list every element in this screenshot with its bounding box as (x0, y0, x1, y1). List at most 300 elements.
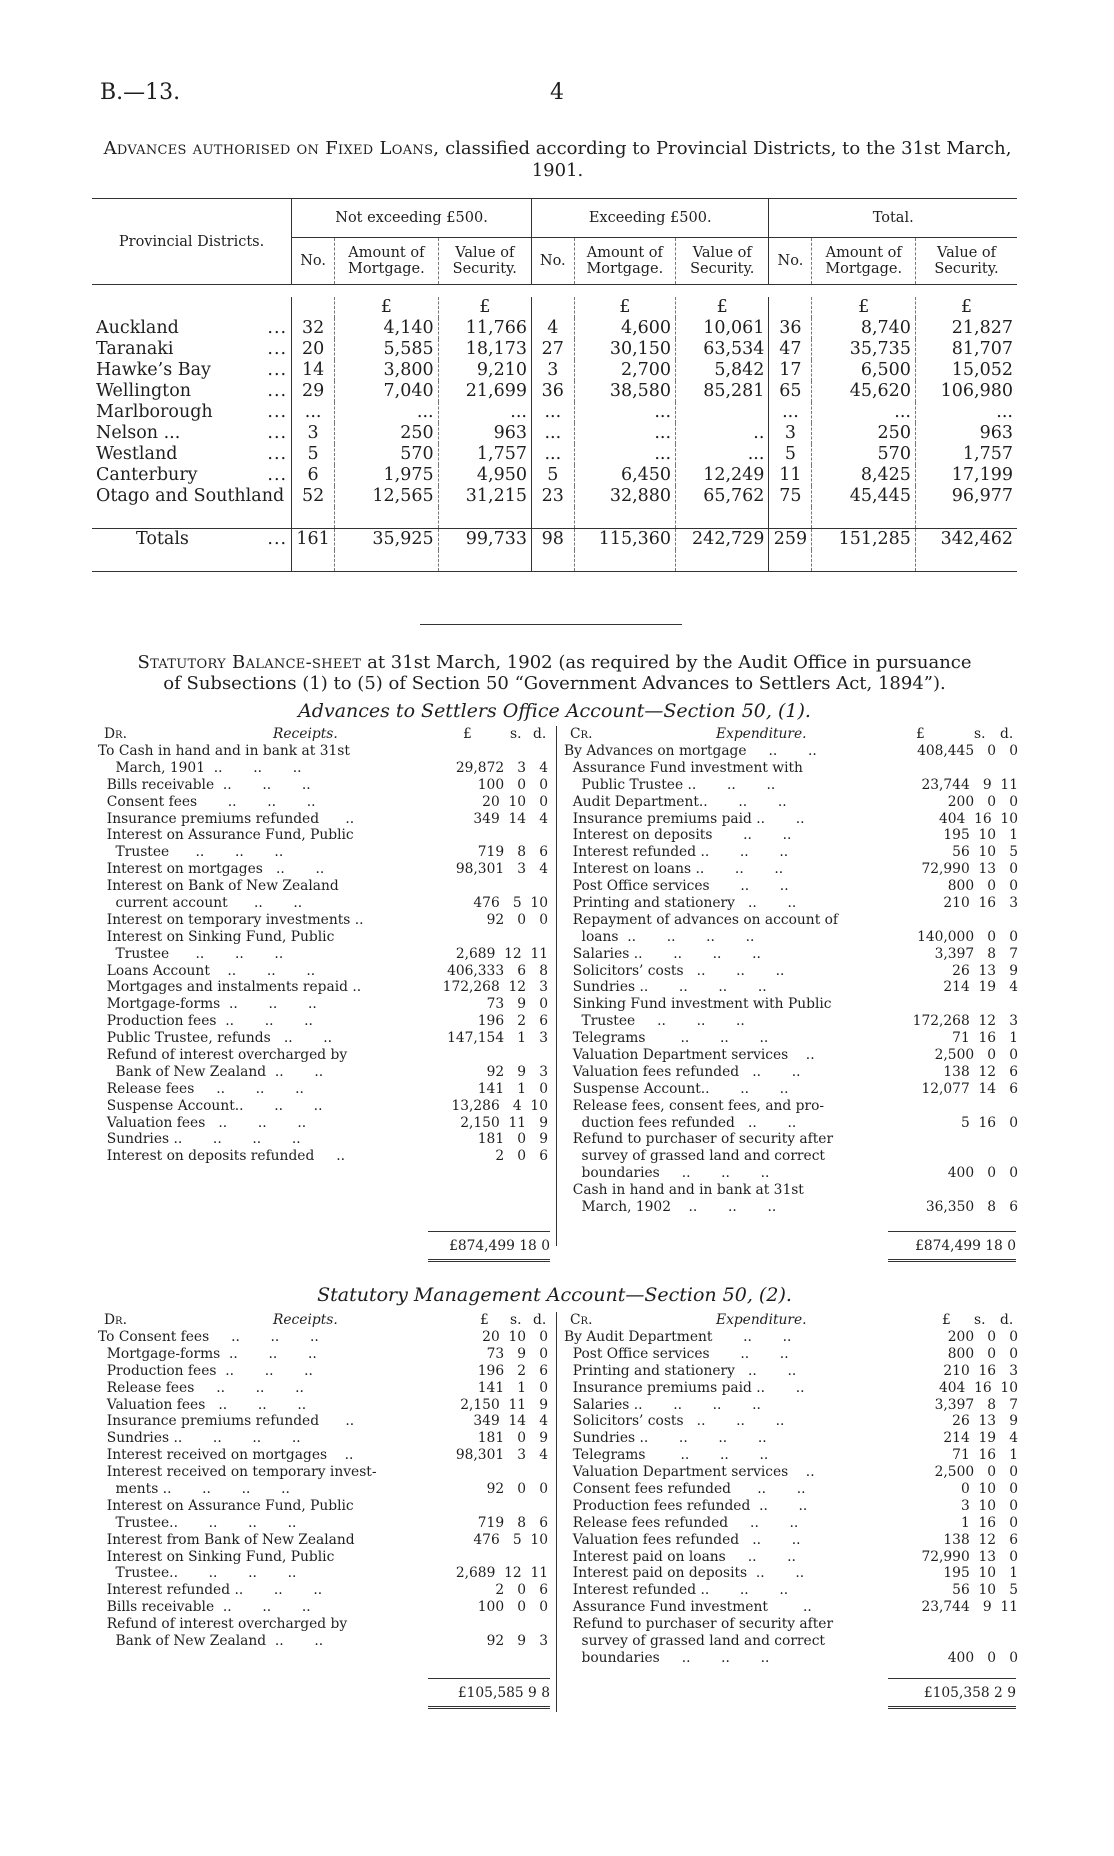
cr-label: Cr. (570, 1312, 593, 1328)
value-cell: 21,699 (438, 381, 531, 402)
entry-label: Solicitors’ costs .. .. .. (564, 1413, 785, 1430)
entry-label: Interest on Bank of New Zealand (98, 878, 339, 895)
ledger-entry (98, 912, 548, 929)
entry-label: Insurance premiums paid .. .. (564, 810, 805, 827)
value-cell: 1,757 (438, 444, 531, 465)
entry-amount: 200 0 0 (947, 1329, 1018, 1345)
value-cell: 11,766 (438, 318, 531, 339)
ledger-entry (98, 1447, 548, 1464)
entry-label: Interest on mortgages .. .. (98, 861, 325, 878)
unit-shillings: s. (974, 726, 986, 742)
value-cell: .. (676, 423, 769, 444)
value-cell: 342,462 (915, 529, 1017, 551)
entry-label: Mortgage-forms .. .. .. (98, 996, 317, 1013)
district-row (92, 339, 1017, 360)
entry-label: Refund of interest overcharged by (98, 1047, 348, 1064)
district-row (92, 381, 1017, 402)
leader-dots: ... (267, 465, 288, 485)
entry-label: Trustee.. .. .. .. (98, 1514, 297, 1531)
leader-dots: ... (267, 318, 288, 338)
count-cell: 259 (769, 529, 812, 551)
amount-cell: 38,580 (574, 381, 675, 402)
count-cell: ... (531, 402, 574, 423)
entry-amount: 2,500 0 0 (934, 1047, 1018, 1064)
entry-amount: 138 12 6 (943, 1531, 1018, 1548)
district-name: Westland (96, 444, 178, 464)
count-cell: 29 (292, 381, 335, 402)
totals-label: Totals (136, 529, 189, 549)
count-cell: 3 (769, 423, 812, 444)
entry-label: survey of grassed land and correct (564, 1633, 825, 1650)
cr-label: Cr. (570, 726, 593, 742)
value-cell: 12,249 (676, 465, 769, 486)
ledger-entry (98, 1549, 548, 1566)
district-row (92, 402, 1017, 423)
ledger-entry (564, 1064, 1018, 1081)
amount-cell: 250 (335, 423, 439, 444)
value-cell: 106,980 (915, 381, 1017, 402)
district-cell (92, 402, 292, 423)
management-subtitle: Statutory Management Account—Section 50, (2). (317, 1284, 792, 1306)
group-header-not-exceeding: Not exceeding £500. (292, 199, 532, 238)
entry-label: Interest paid on loans .. .. (564, 1548, 796, 1565)
entry-amount: 98,301 3 4 (455, 1447, 548, 1464)
ledger-entry (98, 895, 548, 912)
entry-label: Sundries .. .. .. .. (564, 1430, 767, 1447)
balance-subtitle: Advances to Settlers Office Account—Section 50, (1). (298, 700, 811, 722)
count-cell: 52 (292, 486, 335, 507)
dr-label: Dr. (104, 1312, 127, 1328)
ledger-entry (564, 1430, 1018, 1447)
group-header-total: Total. (769, 199, 1017, 238)
entry-label: Interest on Sinking Fund, Public (98, 1548, 335, 1565)
entry-amount: 12,077 14 6 (921, 1080, 1018, 1097)
balance-title (92, 652, 1017, 694)
entry-amount: 100 0 0 (477, 1599, 548, 1616)
ledger-entry (564, 1498, 1018, 1515)
ledger-entry (98, 1131, 548, 1148)
amount-cell: ... (335, 402, 439, 423)
total-double-rule (888, 1706, 1016, 1709)
unit-pounds: £ (916, 726, 925, 742)
entry-amount: 349 14 4 (473, 810, 548, 827)
amount-cell: 30,150 (574, 339, 675, 360)
ledger-entry (98, 1599, 548, 1616)
receipts-header (98, 1312, 548, 1329)
unit-pence: d. (1000, 726, 1014, 742)
ledger-entry (564, 827, 1018, 844)
ledger-entry (98, 1565, 548, 1582)
total-rule (888, 1231, 1016, 1232)
expenditure-label: Expenditure. (716, 1312, 807, 1328)
value-cell: 15,052 (915, 360, 1017, 381)
ledger-entry (98, 1498, 548, 1515)
page-code: B.—13. (100, 80, 181, 105)
ledger-entry (564, 1182, 1018, 1199)
total-double-rule (428, 1259, 550, 1262)
value-cell: 10,061 (676, 318, 769, 339)
entry-label: Mortgages and instalments repaid .. (98, 979, 362, 996)
unit-shillings: s. (510, 1312, 522, 1328)
ledger-entry (98, 760, 548, 777)
entry-amount: 2,689 12 11 (455, 945, 548, 962)
entry-label: Sundries .. .. .. .. (98, 1430, 301, 1447)
ledger-entry (564, 844, 1018, 861)
expenditure-label: Expenditure. (716, 726, 807, 742)
amount-cell: 2,700 (574, 360, 675, 381)
balance-title-line2: of Subsections (1) to (5) of Section 50 “Government Advances to Settlers Act, 1894”). (163, 673, 946, 694)
entry-label: Audit Department.. .. .. (564, 793, 787, 810)
entry-label: To Cash in hand and in bank at 31st (98, 743, 350, 759)
entry-label: Bills receivable .. .. .. (98, 776, 311, 793)
entry-label: Salaries .. .. .. .. (564, 945, 761, 962)
entry-amount: 2,150 11 9 (460, 1396, 548, 1413)
entry-label: boundaries .. .. .. (564, 1165, 770, 1182)
entry-label: Insurance premiums refunded .. (98, 810, 355, 827)
district-cell (92, 465, 292, 486)
amount-cell: 5,585 (335, 339, 439, 360)
count-cell: 23 (531, 486, 574, 507)
ledger-entry (98, 979, 548, 996)
entry-amount: 29,872 3 4 (455, 759, 548, 776)
advances-table (92, 198, 1017, 572)
count-cell: 65 (769, 381, 812, 402)
entry-amount: 23,744 9 11 (921, 776, 1018, 793)
ledger-entry (98, 1047, 548, 1064)
value-cell: 18,173 (438, 339, 531, 360)
table1-title-caps: Advances authorised on Fixed Loans, (103, 138, 440, 159)
total-rule (428, 1231, 550, 1232)
unit-pence: d. (1000, 1312, 1014, 1328)
entry-label: Telegrams .. .. .. (564, 1030, 769, 1047)
ledger-entry (98, 1148, 548, 1165)
entry-amount: 98,301 3 4 (455, 861, 548, 878)
district-cell (92, 381, 292, 402)
district-row (92, 318, 1017, 339)
entry-label: Consent fees .. .. .. (98, 793, 316, 810)
amount-cell: 4,600 (574, 318, 675, 339)
entry-amount: 56 10 5 (952, 1582, 1018, 1599)
entry-amount: 195 10 1 (943, 1565, 1018, 1582)
entry-amount: 719 8 6 (477, 1514, 548, 1531)
unit-pence: d. (533, 726, 547, 742)
ledger-entry (564, 1413, 1018, 1430)
amount-cell: 35,925 (335, 529, 439, 551)
amount-cell: 7,040 (335, 381, 439, 402)
entry-amount: 172,268 12 3 (912, 1013, 1018, 1030)
entry-amount: 13,286 4 10 (451, 1097, 548, 1114)
entry-amount: 349 14 4 (473, 1413, 548, 1430)
expenditure-header (564, 1312, 1018, 1329)
ledger-entry (564, 1047, 1018, 1064)
ledger-entry (98, 1582, 548, 1599)
leader-dots: ... (267, 423, 288, 443)
district-name: Marlborough (96, 402, 213, 422)
entry-label: Production fees refunded .. .. (564, 1497, 808, 1514)
entry-amount: 719 8 6 (477, 844, 548, 861)
entry-amount: 20 10 0 (482, 793, 548, 810)
entry-amount: 26 13 9 (952, 1413, 1018, 1430)
entry-label: Public Trustee .. .. .. (564, 776, 776, 793)
district-cell (92, 444, 292, 465)
value-cell: ... (915, 402, 1017, 423)
entry-amount: 92 0 0 (486, 911, 548, 928)
entry-label: Solicitors’ costs .. .. .. (564, 962, 785, 979)
ledger-entry (564, 1549, 1018, 1566)
count-cell: 98 (531, 529, 574, 551)
receipts-total: £874,499 18 0 (449, 1238, 550, 1254)
ledger-entry (564, 1481, 1018, 1498)
count-cell: ... (531, 423, 574, 444)
entry-label: Suspense Account.. .. .. (98, 1097, 323, 1114)
value-cell: 17,199 (915, 465, 1017, 486)
entry-label: Trustee .. .. .. (98, 945, 284, 962)
total-double-rule (888, 1259, 1016, 1262)
amount-cell: 35,735 (812, 339, 916, 360)
ledger-entry (564, 1397, 1018, 1414)
ledger-entry (98, 1013, 548, 1030)
district-name: Taranaki (96, 339, 174, 359)
subhead-no: No. (769, 238, 812, 285)
ledger-entry (98, 1515, 548, 1532)
entry-amount: 196 2 6 (477, 1013, 548, 1030)
ledger-entry (98, 1098, 548, 1115)
entry-label: Post Office services .. .. (564, 1345, 789, 1362)
amount-cell: 1,975 (335, 465, 439, 486)
entry-amount: 200 0 0 (947, 793, 1018, 810)
expenditure-column (564, 1312, 1018, 1667)
entry-amount: 400 0 0 (947, 1165, 1018, 1182)
entry-amount: 2 0 6 (495, 1148, 548, 1165)
value-cell: 5,842 (676, 360, 769, 381)
entry-amount: 3 10 0 (960, 1497, 1018, 1514)
entry-label: Interest on deposits .. .. (564, 827, 792, 844)
district-name: Otago and Southland (96, 486, 285, 506)
ledger-entry (564, 1013, 1018, 1030)
entry-label: Interest received on temporary invest- (98, 1464, 377, 1481)
entry-amount: 100 0 0 (477, 776, 548, 793)
entry-amount: 196 2 6 (477, 1362, 548, 1379)
amount-cell: 115,360 (574, 529, 675, 551)
entry-label: Trustee.. .. .. .. (98, 1565, 297, 1582)
entry-amount: 210 16 3 (943, 1362, 1018, 1379)
leader-dots: ... (267, 381, 288, 401)
entry-label: Interest on Assurance Fund, Public (98, 1497, 354, 1514)
entry-amount: 3,397 8 7 (934, 1396, 1018, 1413)
entry-label: Production fees .. .. .. (98, 1362, 313, 1379)
entry-label: Valuation Department services .. (564, 1047, 815, 1064)
value-cell: 9,210 (438, 360, 531, 381)
ledger-entry (98, 811, 548, 828)
ledger-entry (564, 1030, 1018, 1047)
entry-label: Interest refunded .. .. .. (98, 1582, 323, 1599)
entry-label: Refund to purchaser of security after (564, 1616, 834, 1633)
count-cell: 161 (292, 529, 335, 551)
entry-amount: 71 16 1 (952, 1030, 1018, 1047)
entry-label: Release fees .. .. .. (98, 1080, 304, 1097)
expenditure-total: £105,358 2 9 (923, 1685, 1016, 1701)
count-cell: 47 (769, 339, 812, 360)
management-ledger (98, 1312, 1018, 1732)
subhead-amount: Amount of Mortgage. (812, 238, 916, 285)
count-cell: 32 (292, 318, 335, 339)
leader-dots: ... (267, 360, 288, 380)
count-cell: 17 (769, 360, 812, 381)
value-cell (676, 402, 769, 423)
ledger-entry (564, 1131, 1018, 1148)
count-cell: 5 (769, 444, 812, 465)
ledger-entry (564, 1464, 1018, 1481)
district-row (92, 444, 1017, 465)
district-cell (92, 339, 292, 360)
value-cell: 96,977 (915, 486, 1017, 507)
entry-label: Valuation fees .. .. .. (98, 1114, 307, 1131)
count-cell: 4 (531, 318, 574, 339)
entry-amount: 140,000 0 0 (917, 928, 1018, 945)
entry-label: Printing and stationery .. .. (564, 895, 797, 912)
entry-label: ments .. .. .. .. (98, 1481, 290, 1498)
dr-label: Dr. (104, 726, 127, 742)
receipts-column (98, 1312, 548, 1650)
ledger-entry (98, 1616, 548, 1633)
entry-label: duction fees refunded .. .. (564, 1114, 797, 1131)
value-cell: 99,733 (438, 529, 531, 551)
entry-label: By Audit Department .. .. (564, 1329, 792, 1345)
ledger-entry (98, 963, 548, 980)
entry-amount: 71 16 1 (952, 1447, 1018, 1464)
unit-shillings: s. (974, 1312, 986, 1328)
district-name: Nelson ... (96, 423, 181, 443)
ledger-entry (564, 743, 1018, 760)
entry-amount: 195 10 1 (943, 827, 1018, 844)
amount-cell: ... (574, 444, 675, 465)
amount-cell: 151,285 (812, 529, 916, 551)
ledger-entry (564, 1447, 1018, 1464)
entry-amount: 2,500 0 0 (934, 1464, 1018, 1481)
section-divider (420, 624, 682, 625)
ledger-entry (564, 1582, 1018, 1599)
ledger-entry (98, 794, 548, 811)
value-cell: 31,215 (438, 486, 531, 507)
subhead-value: Value of Security. (676, 238, 769, 285)
entry-label: Release fees refunded .. .. (564, 1514, 799, 1531)
entry-amount: 72,990 13 0 (921, 1548, 1018, 1565)
ledger-entry (98, 1481, 548, 1498)
unit-pounds: £ (463, 726, 472, 742)
table1-title-rest: classified according to Provincial Districts, to the 31st March, 1901. (445, 138, 1012, 181)
entry-label: Consent fees refunded .. .. (564, 1481, 806, 1498)
entry-label: Interest on deposits refunded .. (98, 1148, 345, 1165)
value-cell: 63,534 (676, 339, 769, 360)
value-cell: 963 (438, 423, 531, 444)
entry-label: Interest paid on deposits .. .. (564, 1565, 805, 1582)
count-cell: 5 (292, 444, 335, 465)
entry-label: Valuation fees refunded .. .. (564, 1063, 801, 1080)
ledger-entry (98, 861, 548, 878)
total-double-rule (428, 1706, 550, 1709)
entry-label: Valuation fees .. .. .. (98, 1396, 307, 1413)
currency-mark: £ (676, 297, 769, 318)
amount-cell: ... (574, 423, 675, 444)
ledger-entry (98, 1030, 548, 1047)
table1-title (90, 138, 1025, 182)
value-cell: 85,281 (676, 381, 769, 402)
entry-amount: 172,268 12 3 (442, 979, 548, 996)
district-header: Provincial Districts. (92, 199, 292, 285)
ledger-entry (98, 827, 548, 844)
entry-label: Valuation Department services .. (564, 1464, 815, 1481)
currency-mark: £ (335, 297, 439, 318)
entry-label: March, 1902 .. .. .. (564, 1199, 777, 1216)
amount-cell: 250 (812, 423, 916, 444)
ledger-entry (98, 1064, 548, 1081)
entry-label: Printing and stationery .. .. (564, 1362, 797, 1379)
ledger-entry (564, 963, 1018, 980)
entry-label: Trustee .. .. .. (564, 1013, 745, 1030)
ledger-entry (98, 1346, 548, 1363)
value-cell: 1,757 (915, 444, 1017, 465)
count-cell: 14 (292, 360, 335, 381)
entry-amount: 141 1 0 (477, 1379, 548, 1396)
entry-amount: 73 9 0 (486, 1345, 548, 1362)
ledger-entry (564, 912, 1018, 929)
ledger-entry (564, 1650, 1018, 1667)
count-cell: 3 (292, 423, 335, 444)
entry-label: Suspense Account.. .. .. (564, 1080, 789, 1097)
leader-dots: ... (267, 444, 288, 464)
entry-amount: 408,445 0 0 (917, 743, 1018, 759)
entry-amount: 20 10 0 (482, 1329, 548, 1345)
entry-label: Interest refunded .. .. .. (564, 1582, 789, 1599)
ledger-entry (98, 743, 548, 760)
value-cell: 242,729 (676, 529, 769, 551)
district-name: Hawke’s Bay (96, 360, 211, 380)
total-rule (428, 1678, 550, 1679)
ledger-entry (564, 1081, 1018, 1098)
entry-label: Post Office services .. .. (564, 878, 789, 895)
currency-mark: £ (438, 297, 531, 318)
ledger-entry (98, 996, 548, 1013)
entry-amount: 181 0 9 (477, 1131, 548, 1148)
entry-label: Sundries .. .. .. .. (98, 1131, 301, 1148)
entry-amount: 72,990 13 0 (921, 861, 1018, 878)
balance-sheet-ledger (98, 726, 1018, 1276)
expenditure-header (564, 726, 1018, 743)
ledger-entry (564, 1363, 1018, 1380)
subhead-value: Value of Security. (915, 238, 1017, 285)
ledger-entry (98, 1380, 548, 1397)
amount-cell: 45,620 (812, 381, 916, 402)
total-rule (888, 1678, 1016, 1679)
entry-label: Interest on Assurance Fund, Public (98, 827, 354, 844)
entry-amount: 476 5 10 (473, 1531, 548, 1548)
ledger-entry (564, 1515, 1018, 1532)
leader-dots: ... (267, 402, 288, 422)
district-name: Wellington (96, 381, 192, 401)
ledger-entry (564, 979, 1018, 996)
subhead-value: Value of Security. (438, 238, 531, 285)
entry-label: Interest on Sinking Fund, Public (98, 928, 335, 945)
entry-label: Bank of New Zealand .. .. (98, 1633, 324, 1650)
entry-amount: 210 16 3 (943, 895, 1018, 912)
ledger-entry (564, 1380, 1018, 1397)
ledger-entry (564, 1115, 1018, 1132)
ledger-entry (564, 1346, 1018, 1363)
entry-label: Sinking Fund investment with Public (564, 996, 832, 1013)
amount-cell: 32,880 (574, 486, 675, 507)
ledger-entry (98, 946, 548, 963)
count-cell: 27 (531, 339, 574, 360)
